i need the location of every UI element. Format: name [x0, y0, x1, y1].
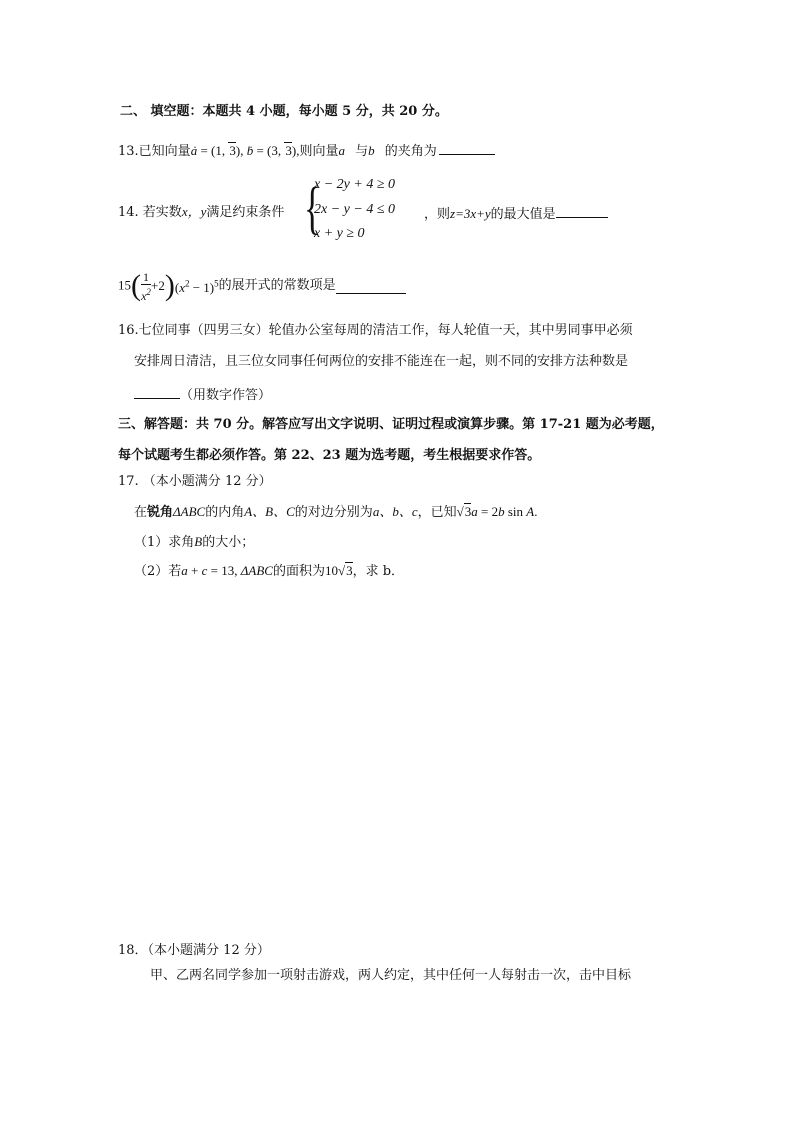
section-2-header: 二、 填空题：本题共 4 小题，每小题 5 分，共 20 分。	[120, 104, 448, 119]
q17-p2: （2）若	[134, 564, 182, 579]
q18-line-1: 甲、乙两名同学参加一项射击游戏，两人约定，其中任何一人每射击一次，击中目标	[150, 968, 632, 983]
q17-title: 17. （本小题满分 12 分）	[118, 474, 272, 489]
question-13	[118, 140, 495, 161]
q14-constraint-2: 2x − y − 4 ≤ 0	[314, 202, 396, 217]
q13-suffix: 则向量	[299, 144, 339, 159]
q14-constraint-3: x + y ≥ 0	[314, 226, 365, 241]
q16-answer-blank	[134, 384, 180, 399]
q15-binomial: $(x^2 - 1)^5$	[174, 279, 219, 296]
q13-vec-b2: b⃗	[368, 143, 385, 158]
q18-title: 18．（本小题满分 12 分）	[118, 943, 270, 958]
q17-intro-bold: 锐角	[147, 505, 174, 520]
q17-intro-c: 的对边分别为	[294, 505, 373, 520]
q14-tail	[424, 203, 608, 224]
q17-part-2	[134, 562, 404, 581]
q13-vector-b: ḃ	[246, 143, 254, 158]
q15-fraction: $\frac{1}{x^2}$	[141, 269, 151, 303]
q17-angle-b: B	[194, 534, 203, 549]
q14-constraint-1: x − 2y + 4 ≥ 0	[314, 177, 396, 192]
q17-intro-b: 的内角	[205, 505, 245, 520]
question-14	[118, 203, 284, 222]
section-3-line-2: 每个试题考生都必须作答。第 22、23 题为选考题，考生根据要求作答。	[118, 448, 541, 463]
q13-vector-a: ȧ	[190, 143, 198, 158]
q13-prefix: 13.已知向量	[118, 144, 191, 159]
q17-sides: a、b、c	[372, 504, 418, 519]
q17-intro-a: 在	[134, 505, 148, 520]
q14-brace: {	[304, 175, 321, 240]
q17-p2c: ，求 b．	[352, 564, 405, 579]
q15-answer-blank	[336, 279, 406, 294]
q17-p1: （1）求角	[134, 535, 195, 550]
q17-intro-d: ，已知	[417, 505, 457, 520]
q14-tail2: 的最大值是	[490, 207, 556, 222]
q16-line-3	[134, 384, 271, 405]
q14-cond: 满足约束条件	[206, 205, 285, 220]
q17-condition: √3a = 2b sin A.	[456, 504, 538, 519]
q13-answer-blank	[439, 140, 495, 155]
q17-p2b: 的面积为	[272, 564, 325, 579]
q17-area: 10√3	[324, 563, 353, 578]
q16-line-3-text: （用数字作答）	[180, 388, 272, 403]
q15-tail: 的展开式的常数项是	[218, 278, 336, 294]
section-3-line-1: 三、解答题：共 70 分。解答应写出文字说明、证明过程或演算步骤。第 17-21 题为必考题，	[118, 417, 664, 432]
q14-objective: z=3x+y	[450, 206, 491, 221]
q14-tail-text: ，则	[424, 207, 451, 222]
question-15	[118, 266, 406, 302]
q13-vec-a2: a⃗	[338, 143, 356, 158]
q16-line-2: 安排周日清洁，且三位女同事任何两位的安排不能连在一起，则不同的安排方法种数是	[134, 354, 629, 369]
q16-line-1: 16.七位同事（四男三女）轮值办公室每周的清洁工作，每人轮值一天，其中男同事甲必须	[118, 323, 633, 338]
q17-p1b: 的大小；	[202, 535, 255, 550]
q15-num: 15	[118, 277, 131, 293]
q17-triangle: ΔABC	[173, 504, 206, 519]
q13-math-a: = (1, 3),	[197, 143, 247, 158]
q15-left-paren: (	[131, 269, 141, 303]
q17-p2-math: a + c = 13, ΔABC	[181, 563, 273, 578]
q13-suffix2: 与	[355, 144, 369, 159]
q15-right-paren: )	[164, 269, 175, 303]
q17-intro	[134, 503, 537, 522]
q14-answer-blank	[556, 203, 608, 218]
q17-angles: A、B、C	[244, 504, 295, 519]
q17-part-1	[134, 533, 254, 552]
q15-plus-two: +2	[151, 278, 165, 294]
q13-math-b: = (3, 3),	[253, 143, 300, 158]
q14-prefix: 14. 若实数	[118, 205, 182, 220]
q13-suffix3: 的夹角为	[384, 144, 437, 159]
q14-vars: x，y	[181, 204, 207, 219]
